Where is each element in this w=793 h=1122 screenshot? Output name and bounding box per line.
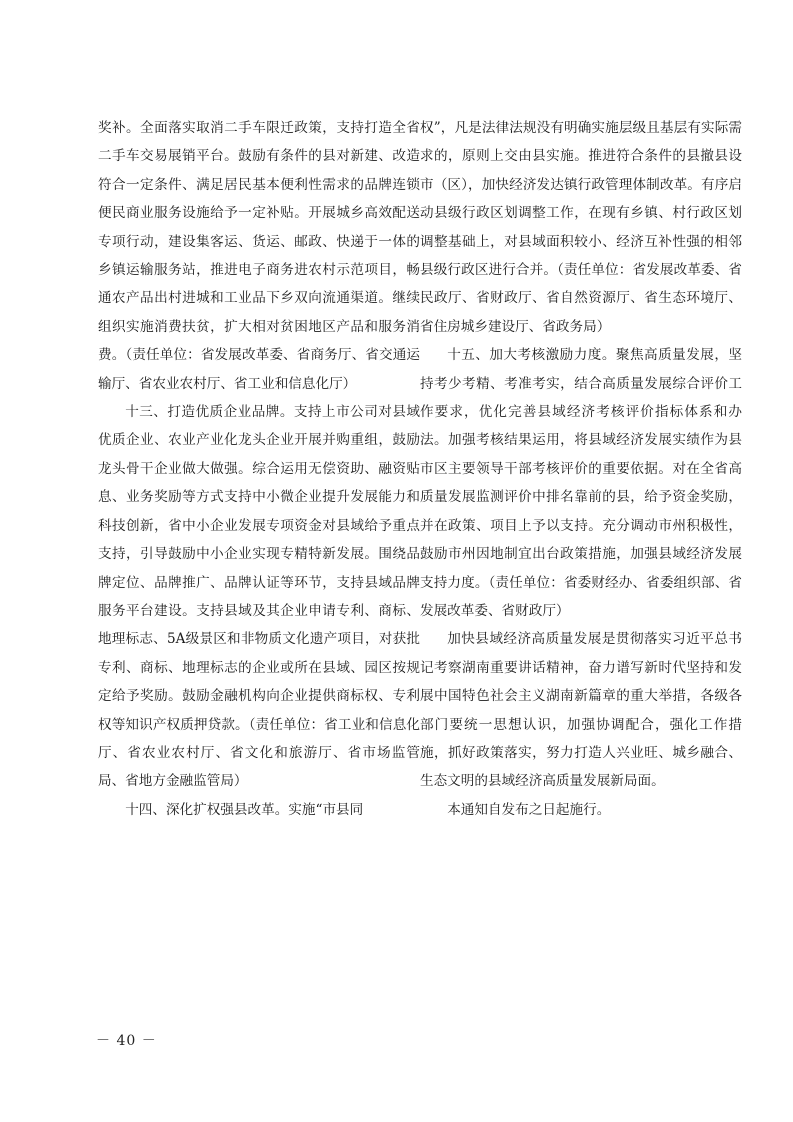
right-text-column [420,114,742,824]
page-number: － 40 － [96,1033,157,1049]
paragraph-section-15: 十五、加大考核激励力度。聚焦高质量发展，坚持考少考精、考准考实，结合高质量发展综合评价工作要求，优化完善县域经济考核评价指标体系和办法。加强考核结果运用，将县域经济发展实绩作为县市区主要领导干部考核评价的重要依据。对在全省高质量发展监测评价中排名靠前的县，给予资金奖励，并在政策、项目上予以支持。充分调动市州积极性，鼓励市州因地制宜出台政策措施，加强县域经济发展支持力度。（责任单位：省委财经办、省委组织部、省发展改革委、省财政厅） [420,347,742,619]
paragraph-conclusion: 加快县域经济高质量发展是贯彻落实习近平总书记考察湖南重要讲话精神，奋力谱写新时代坚持和发展中国特色社会主义湖南新篇章的重大举措，各级各部门要统一思想认识，加强协调配合，强化工作措施，抓好政策落实，努力打造人兴业旺、城乡融合、生态文明的县域经济高质量发展新局面。 [420,631,742,790]
paragraph-continuation: 奖补。全面落实取消二手车限迁政策，支持打造全省二手车交易展销平台。鼓励有条件的县对新建、改造符合一定条件、满足居民基本便利性需求的品牌连锁便民商业服务设施给予一定补贴。开展城乡高效配送专项行动，建设集客运、货运、邮政、快递于一体的乡镇运输服务站，推进电子商务进农村示范项目，畅通农产品出村进城和工业品下乡双向流通渠道。继续组织实施消费扶贫，扩大相对贫困地区产品和服务消费。（责任单位：省发展改革委、省商务厅、省交通运输厅、省农业农村厅、省工业和信息化厅） [98,120,420,392]
left-text-column [98,114,420,824]
paragraph-section-13: 十三、打造优质企业品牌。支持上市公司对县域优质企业、农业产业化龙头企业开展并购重组，鼓励龙头骨干企业做大做强。综合运用无偿资助、融资贴息、业务奖励等方式支持中小微企业提升发展能力和科技创新，省中小企业发展专项资金对县域给予重点支持，引导鼓励中小企业实现专精特新发展。围绕品牌定位、品牌推广、品牌认证等环节，支持县域品牌服务平台建设。支持县域及其企业申请专利、商标、地理标志、5A级景区和非物质文化遗产项目，对获批专利、商标、地理标志的企业或所在县域、园区按规定给予奖励。鼓励金融机构向企业提供商标权、专利权等知识产权质押贷款。（责任单位：省工业和信息化厅、省农业农村厅、省文化和旅游厅、省市场监管局、省地方金融监管局） [98,404,420,790]
paragraph-section-14-start: 十四、深化扩权强县改革。实施“市县同 [125,801,364,818]
paragraph-effective-date: 本通知自发布之日起施行。 [447,801,611,818]
paragraph-section-14-continued: 权”，凡是法律法规没有明确实施层级且基层有实际需求的，原则上交由县实施。推进符合条件的县撤县设市（区），加快经济发达镇行政管理体制改革。有序启动县级行政区划调整工作，在现有乡镇、村行政区划调整基础上，对县域面积较小、经济互补性强的相邻县级行政区进行合并。（责任单位：省发展改革委、省民政厅、省财政厅、省自然资源厅、省生态环境厅、省住房城乡建设厅、省政务局） [420,120,742,335]
